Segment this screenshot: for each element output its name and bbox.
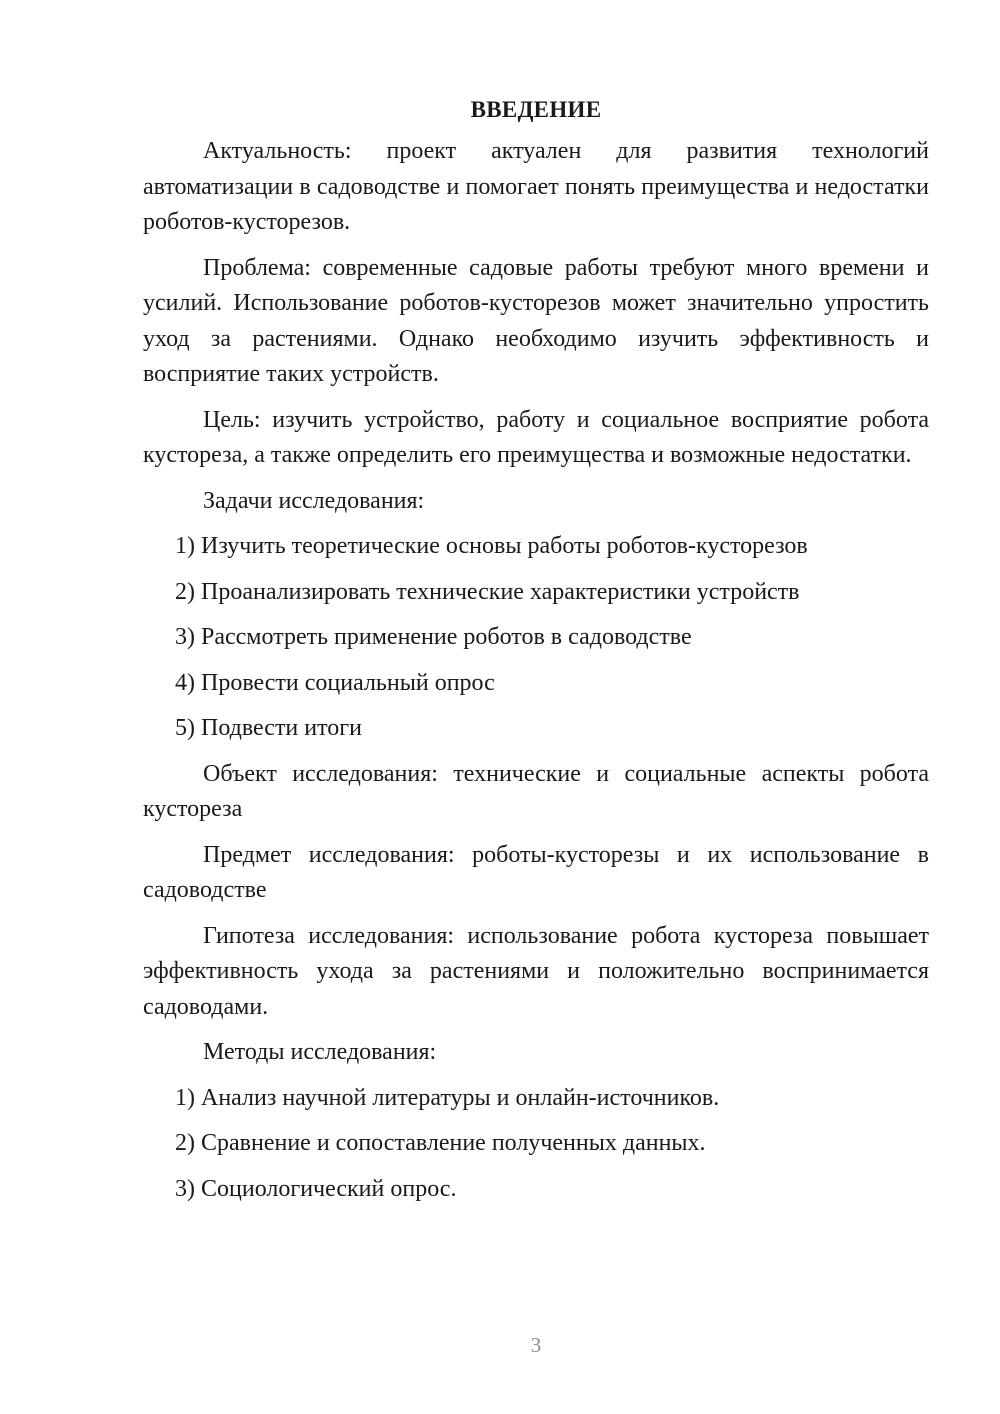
hypothesis-paragraph: Гипотеза исследования: использование робота кустореза повышает эффективность ухода за растениями и положительно воспринимается садоводами. (143, 922, 929, 1020)
section-title: ВВЕДЕНИЕ (470, 97, 602, 122)
list-item: 3) Социологический опрос. (175, 1175, 457, 1202)
subject-paragraph: Предмет исследования: роботы-кусторезы и их использование в садоводстве (143, 841, 929, 903)
tasks-heading: Задачи исследования: (203, 487, 425, 514)
list-item: 5) Подвести итоги (175, 715, 362, 741)
object-paragraph: Объект исследования: технические и социальные аспекты робота кустореза (143, 760, 929, 822)
problem-paragraph: Проблема: современные садовые работы требуют много времени и усилий. Использование роботов-кусторезов может значительно упростить уход за растениями. Однако необходимо изучить эффективность и восприятие таких устройств. (143, 254, 929, 387)
list-item: 3) Рассмотреть применение роботов в садоводстве (175, 624, 692, 650)
list-item: 2) Сравнение и сопоставление полученных данных. (175, 1130, 706, 1156)
tasks-list (143, 529, 929, 747)
list-item: 1) Изучить теоретические основы работы роботов-кусторезов (175, 533, 808, 559)
page-content (143, 92, 929, 1217)
relevance-paragraph: Актуальность: проект актуален для развития технологий автоматизации в садоводстве и помогает понять преимущества и недостатки роботов-кусторезов. (143, 138, 929, 235)
methods-list (143, 1081, 929, 1208)
methods-heading: Методы исследования: (203, 1039, 437, 1065)
page-number: 3 (530, 1333, 542, 1357)
list-item: 2) Проанализировать технические характеристики устройств (175, 578, 800, 605)
goal-paragraph: Цель: изучить устройство, работу и социальное восприятие робота кустореза, а также определить его преимущества и возможные недостатки. (143, 406, 929, 468)
list-item: 1) Анализ научной литературы и онлайн-источников. (175, 1084, 720, 1111)
list-item: 4) Провести социальный опрос (175, 669, 495, 696)
